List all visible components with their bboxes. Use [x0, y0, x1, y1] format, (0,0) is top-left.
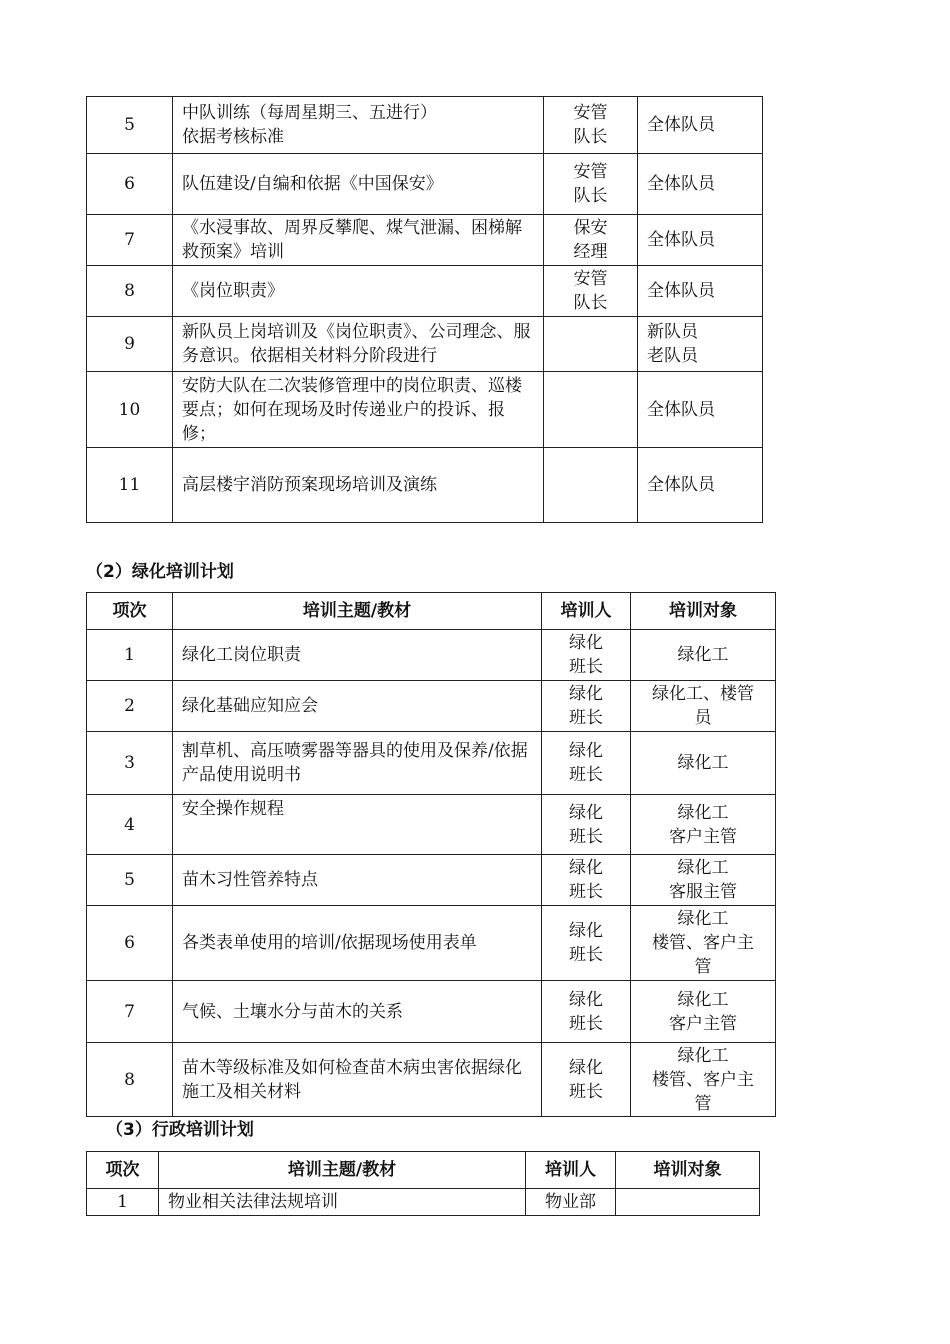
row-trainer: 安管 队长: [544, 97, 638, 154]
header-target: 培训对象: [631, 593, 776, 630]
row-topic: 中队训练（每周星期三、五进行） 依据考核标准: [173, 97, 544, 154]
security-training-table: [86, 96, 763, 523]
table-row: [87, 215, 763, 266]
row-target: 绿化工: [631, 630, 776, 681]
row-topic: 各类表单使用的培训/依据现场使用表单: [173, 906, 542, 981]
table-row: [87, 154, 763, 215]
row-trainer: 绿化 班长: [542, 855, 631, 906]
row-number: 5: [87, 855, 173, 906]
header-trainer: 培训人: [526, 1152, 616, 1189]
row-number: 2: [87, 681, 173, 732]
row-topic: 苗木习性管养特点: [173, 855, 542, 906]
row-number: 8: [87, 266, 173, 317]
row-trainer: [544, 448, 638, 523]
table-row: [87, 372, 763, 448]
row-trainer: 绿化 班长: [542, 630, 631, 681]
row-trainer: 物业部: [526, 1189, 616, 1216]
row-target: 绿化工 楼管、客户主 管: [631, 1043, 776, 1117]
row-target: 绿化工 客服主管: [631, 855, 776, 906]
row-target: 全体队员: [638, 372, 763, 448]
table-header-row: [87, 1152, 760, 1189]
row-number: 4: [87, 795, 173, 855]
row-number: 1: [87, 1189, 159, 1216]
table-row: [87, 1043, 776, 1117]
admin-section-heading: （3）行政培训计划: [106, 1120, 254, 1140]
row-topic: 割草机、高压喷雾器等器具的使用及保养/依据产品使用说明书: [173, 732, 542, 795]
row-target: [616, 1189, 760, 1216]
header-trainer: 培训人: [542, 593, 631, 630]
header-target: 培训对象: [616, 1152, 760, 1189]
row-target: 绿化工 楼管、客户主 管: [631, 906, 776, 981]
row-trainer: [544, 372, 638, 448]
row-topic: 物业相关法律法规培训: [159, 1189, 526, 1216]
row-trainer: 绿化 班长: [542, 906, 631, 981]
row-target: 新队员 老队员: [638, 317, 763, 372]
row-target: 绿化工: [631, 732, 776, 795]
row-target: 全体队员: [638, 97, 763, 154]
row-number: 9: [87, 317, 173, 372]
row-topic: 《水浸事故、周界反攀爬、煤气泄漏、困梯解救预案》培训: [173, 215, 544, 266]
table-row: [87, 448, 763, 523]
table-row: [87, 795, 776, 855]
row-number: 6: [87, 906, 173, 981]
admin-training-table: [86, 1151, 760, 1216]
row-topic: 气候、土壤水分与苗木的关系: [173, 981, 542, 1043]
row-topic: 苗木等级标准及如何检查苗木病虫害依据绿化施工及相关材料: [173, 1043, 542, 1117]
row-trainer: 绿化 班长: [542, 732, 631, 795]
row-target: 全体队员: [638, 448, 763, 523]
header-no: 项次: [87, 593, 173, 630]
row-topic: 绿化基础应知应会: [173, 681, 542, 732]
row-target: 全体队员: [638, 154, 763, 215]
row-target: 全体队员: [638, 215, 763, 266]
row-number: 7: [87, 215, 173, 266]
row-target: 全体队员: [638, 266, 763, 317]
table-row: [87, 97, 763, 154]
table-row: [87, 732, 776, 795]
table-row: [87, 906, 776, 981]
row-topic: 《岗位职责》: [173, 266, 544, 317]
table-row: [87, 855, 776, 906]
row-target: 绿化工、楼管 员: [631, 681, 776, 732]
row-topic: 安防大队在二次装修管理中的岗位职责、巡楼要点；如何在现场及时传递业户的投诉、报修；: [173, 372, 544, 448]
header-no: 项次: [87, 1152, 159, 1189]
table-row: [87, 317, 763, 372]
table-row: [87, 1189, 760, 1216]
row-topic: 绿化工岗位职责: [173, 630, 542, 681]
row-number: 7: [87, 981, 173, 1043]
row-topic: 安全操作规程: [173, 795, 542, 855]
row-target: 绿化工 客户主管: [631, 981, 776, 1043]
row-number: 10: [87, 372, 173, 448]
table-row: [87, 681, 776, 732]
header-topic: 培训主题/教材: [159, 1152, 526, 1189]
row-topic: 高层楼宇消防预案现场培训及演练: [173, 448, 544, 523]
row-number: 5: [87, 97, 173, 154]
table-row: [87, 266, 763, 317]
row-trainer: 安管 队长: [544, 266, 638, 317]
table-header-row: [87, 593, 776, 630]
row-number: 6: [87, 154, 173, 215]
row-trainer: 保安 经理: [544, 215, 638, 266]
row-trainer: 绿化 班长: [542, 795, 631, 855]
table-row: [87, 981, 776, 1043]
row-number: 11: [87, 448, 173, 523]
header-topic: 培训主题/教材: [173, 593, 542, 630]
row-target: 绿化工 客户主管: [631, 795, 776, 855]
row-trainer: 绿化 班长: [542, 1043, 631, 1117]
row-trainer: 绿化 班长: [542, 681, 631, 732]
row-number: 8: [87, 1043, 173, 1117]
row-topic: 新队员上岗培训及《岗位职责》、公司理念、服务意识。依据相关材料分阶段进行: [173, 317, 544, 372]
row-number: 3: [87, 732, 173, 795]
greening-training-table: [86, 592, 776, 1117]
row-trainer: 安管 队长: [544, 154, 638, 215]
row-number: 1: [87, 630, 173, 681]
row-trainer: [544, 317, 638, 372]
row-topic: 队伍建设/自编和依据《中国保安》: [173, 154, 544, 215]
greening-section-heading: （2）绿化培训计划: [86, 562, 234, 582]
row-trainer: 绿化 班长: [542, 981, 631, 1043]
table-row: [87, 630, 776, 681]
